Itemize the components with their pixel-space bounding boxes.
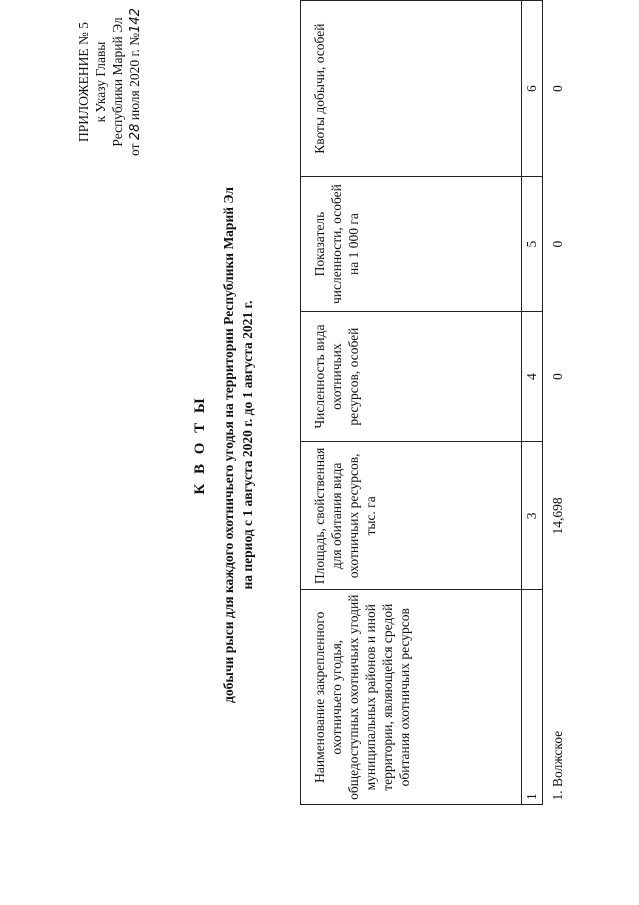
date-prefix: от bbox=[127, 143, 142, 156]
document-subtitle-line2: на период с 1 августа 2020 г. до 1 августа 2021 г. bbox=[240, 300, 255, 590]
quota-table bbox=[300, 0, 573, 805]
cell-density: 0 bbox=[550, 240, 565, 248]
appendix-republic: Республики Марий Эл bbox=[110, 17, 125, 147]
header-count: Численность вида охотничьих ресурсов, особей bbox=[301, 311, 522, 442]
cell-quota: 0 bbox=[550, 85, 565, 93]
header-density: Показатель численности, особей на 1 000 га bbox=[301, 177, 522, 312]
document-subtitle-line1: добычи рыси для каждого охотничьего угодья на территории Республики Марий Эл bbox=[221, 187, 236, 703]
column-number: 5 bbox=[522, 177, 543, 312]
appendix-stamp bbox=[75, 0, 144, 177]
column-number: 4 bbox=[522, 311, 543, 442]
table-header-row bbox=[301, 1, 522, 805]
date-day: 28 bbox=[128, 123, 143, 141]
cell-hunting-ground: 1. Волжское bbox=[550, 730, 565, 801]
appendix-date bbox=[126, 0, 144, 177]
table-row bbox=[543, 1, 574, 805]
appendix-number: ПРИЛОЖЕНИЕ № 5 bbox=[76, 21, 91, 143]
date-rest: июля 2020 г. № bbox=[127, 32, 142, 121]
header-area: Площадь, свойственная для обитания вида охотничьих ресурсов, тыс. га bbox=[301, 442, 522, 590]
cell-area: 14,698 bbox=[550, 497, 565, 535]
column-number: 3 bbox=[522, 442, 543, 590]
appendix-decree: к Указу Главы bbox=[93, 41, 108, 123]
header-hunting-ground: Наименование закрепленного охотничьего угодья, общедоступных охотничьих угодий муниципальных районов и иной территории, являющейся средой обитания охотничьих ресурсов bbox=[301, 590, 522, 805]
table-column-number-row bbox=[522, 1, 543, 805]
column-number: 1 bbox=[522, 590, 543, 805]
document-heading bbox=[192, 145, 257, 745]
document-title: К В О Т Ы bbox=[192, 395, 208, 495]
column-number: 6 bbox=[522, 1, 543, 177]
cell-count: 0 bbox=[550, 373, 565, 380]
decree-number: 142 bbox=[128, 8, 143, 33]
header-quota: Квоты добычи, особей bbox=[301, 1, 522, 177]
